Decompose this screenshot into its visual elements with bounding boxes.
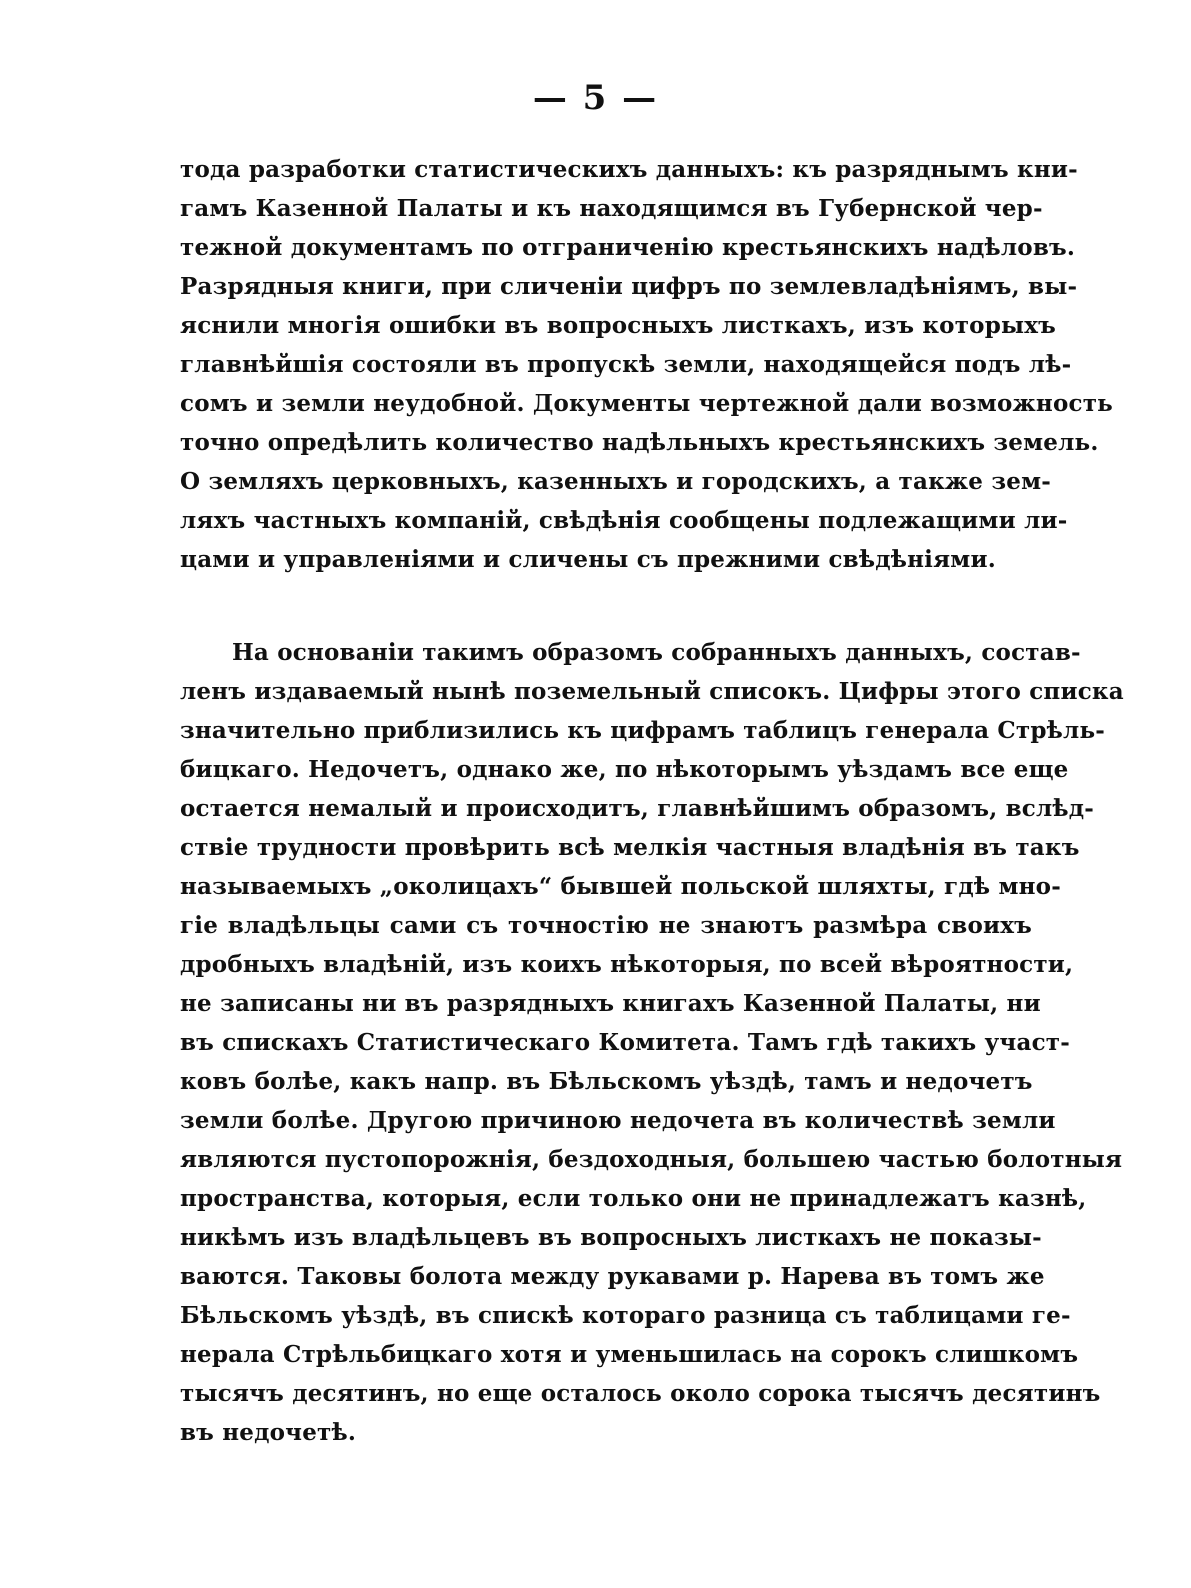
text-line: На основаніи такимъ образомъ собранныхъ данныхъ, состав- [232,639,1081,666]
text-line: О земляхъ церковныхъ, казенныхъ и городскихъ, а также зем- [180,468,1051,495]
text-line: ляхъ частныхъ компаній, свѣдѣнія сообщены подлежащими ли- [180,507,1068,534]
text-line: гамъ Казенной Палаты и къ находящимся въ Губернской чер- [180,195,1043,222]
text-line: значительно приблизились къ цифрамъ таблицъ генерала Стрѣль- [180,717,1106,744]
text-line: сомъ и земли неудобной. Документы чертежной дали возможность [180,390,1113,417]
paragraph-1 [180,150,1113,579]
text-line: гіе владѣльцы сами съ точностію не знаютъ размѣра своихъ [180,912,1032,939]
text-line: не записаны ни въ разрядныхъ книгахъ Казенной Палаты, ни [180,990,1041,1017]
text-line: Бѣльскомъ уѣздѣ, въ спискѣ котораго разница съ таблицами ге- [180,1302,1071,1329]
text-line: главнѣйшія состояли въ пропускѣ земли, находящейся подъ лѣ- [180,351,1072,378]
text-line: пространства, которыя, если только они не принадлежатъ казнѣ, [180,1185,1087,1212]
text-line: въ недочетѣ. [180,1419,357,1446]
text-line: въ спискахъ Статистическаго Комитета. Тамъ гдѣ такихъ участ- [180,1029,1070,1056]
text-line: дробныхъ владѣній, изъ коихъ нѣкоторыя, по всей вѣроятности, [180,951,1074,978]
text-line: точно опредѣлить количество надѣльныхъ крестьянскихъ земель. [180,429,1099,456]
text-line: ковъ болѣе, какъ напр. въ Бѣльскомъ уѣздѣ, тамъ и недочетъ [180,1068,1033,1095]
text-line: бицкаго. Недочетъ, однако же, по нѣкоторымъ уѣздамъ все еще [180,756,1069,783]
text-line: ствіе трудности провѣрить всѣ мелкія частныя владѣнія въ такъ [180,834,1080,861]
text-line: Разрядныя книги, при сличеніи цифръ по землевладѣніямъ, вы- [180,273,1078,300]
text-line: являются пустопорожнія, бездоходныя, большею частью болотныя [180,1146,1123,1173]
text-line: никѣмъ изъ владѣльцевъ въ вопросныхъ листкахъ не показы- [180,1224,1042,1251]
text-line: ленъ издаваемый нынѣ поземельный списокъ. Цифры этого списка [180,678,1124,705]
text-line: тысячъ десятинъ, но еще осталось около сорока тысячъ десятинъ [180,1380,1101,1407]
text-line: ваются. Таковы болота между рукавами р. Нарева въ томъ же [180,1263,1045,1290]
text-line: нерала Стрѣльбицкаго хотя и уменьшилась на сорокъ слишкомъ [180,1341,1079,1368]
text-line: цами и управленіями и сличены съ прежними свѣдѣніями. [180,546,996,573]
text-line: тежной документамъ по отграниченію крестьянскихъ надѣловъ. [180,234,1076,261]
text-line: остается немалый и происходитъ, главнѣйшимъ образомъ, вслѣд- [180,795,1095,822]
text-line: называемыхъ „околицахъ“ бывшей польской шляхты, гдѣ мно- [180,873,1061,900]
paragraph-2 [180,633,1124,1452]
text-line: яснили многія ошибки въ вопросныхъ листкахъ, изъ которыхъ [180,312,1056,339]
text-line: земли болѣе. Другою причиною недочета въ количествѣ земли [180,1107,1056,1134]
page-number: — 5 — [532,78,659,118]
text-line: тода разработки статистическихъ данныхъ: къ разряднымъ кни- [180,156,1078,183]
